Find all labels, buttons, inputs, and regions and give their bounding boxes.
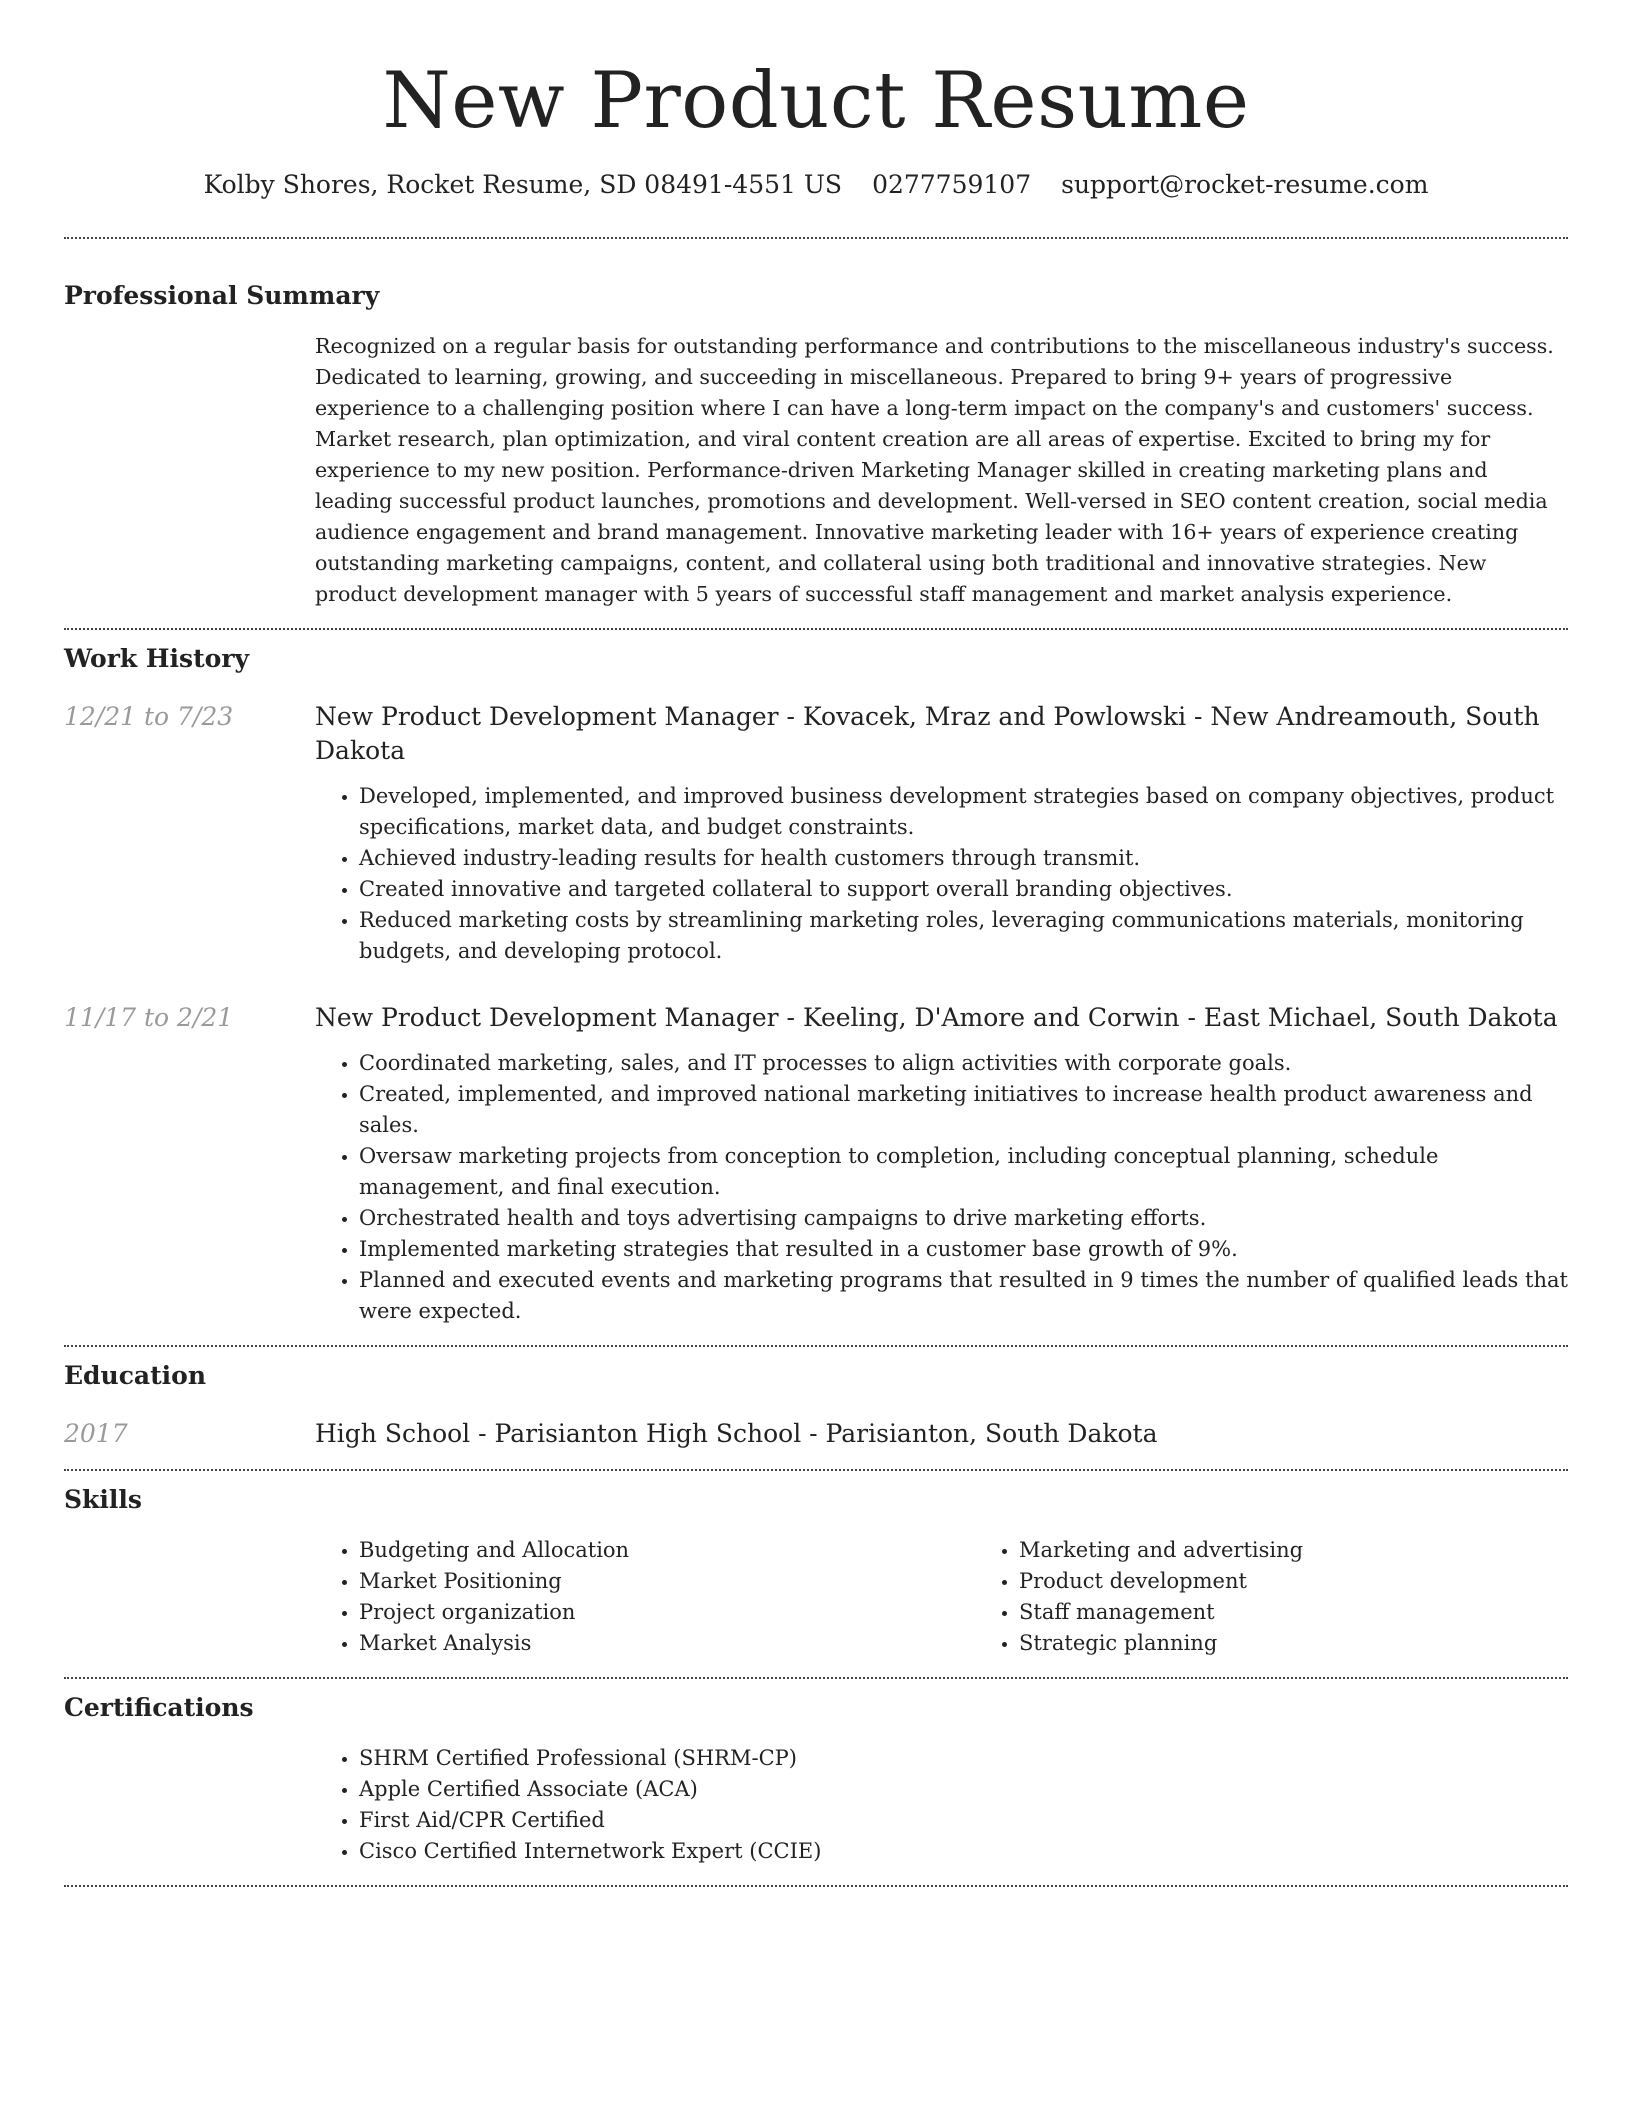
list-item: • Reduced marketing costs by streamlining marketing roles, leveraging communications materials, monitoring budgets, and developing protocol. [359,905,1568,967]
list-item: • Strategic planning [1019,1628,1632,1659]
job-bullets [315,1048,1568,1327]
job-bullets [315,781,1568,967]
contact-address: Kolby Shores, Rocket Resume, SD 08491-4551 US [203,170,843,199]
resume-title: New Product Resume [382,56,1250,146]
divider [64,1469,1568,1471]
certifications-heading: Certifications [64,1693,254,1722]
list-item: • Coordinated marketing, sales, and IT processes to align activities with corporate goals. [359,1048,1568,1079]
list-item: • Planned and executed events and marketing programs that resulted in 9 times the number of qualified leads that were expected. [359,1265,1568,1327]
job-entry [64,1001,1568,1327]
education-date: 2017 [64,1419,128,1448]
list-item: • Staff management [1019,1597,1632,1628]
skills-section [64,1483,1568,1659]
education-heading: Education [64,1361,207,1390]
list-item: • First Aid/CPR Certified [359,1805,1568,1836]
list-item: • Cisco Certified Internetwork Expert (CCIE) [359,1836,1568,1867]
list-item: • Market Analysis [359,1628,975,1659]
list-item: • Implemented marketing strategies that resulted in a customer base growth of 9%. [359,1234,1568,1265]
job-date: 11/17 to 2/21 [64,1003,234,1032]
skills-heading: Skills [64,1485,142,1514]
divider [64,237,1568,239]
list-item: • Apple Certified Associate (ACA) [359,1774,1568,1805]
list-item: • Oversaw marketing projects from conception to completion, including conceptual planning, schedule management, and final execution. [359,1141,1568,1203]
education-title: High School - Parisianton High School - Parisianton, South Dakota [315,1419,1158,1448]
list-item: • Created innovative and targeted collateral to support overall branding objectives. [359,874,1568,905]
list-item: • Achieved industry-leading results for health customers through transmit. [359,843,1568,874]
divider [64,628,1568,630]
work-history-section [64,642,1568,1327]
summary-heading: Professional Summary [64,281,380,310]
summary-section [64,279,1568,610]
list-item: • Orchestrated health and toys advertising campaigns to drive marketing efforts. [359,1203,1568,1234]
list-item: • Developed, implemented, and improved business development strategies based on company objectives, product specifications, market data, and budget constraints. [359,781,1568,843]
job-title: New Product Development Manager - Kovacek, Mraz and Powlowski - New Andreamouth, South Dakota [315,702,1540,765]
divider [64,1345,1568,1347]
work-history-heading: Work History [64,644,250,673]
list-item: • Product development [1019,1566,1632,1597]
skills-column-2 [975,1535,1632,1659]
education-section [64,1359,1568,1451]
job-entry [64,700,1568,967]
summary-text: Recognized on a regular basis for outstanding performance and contributions to the miscellaneous industry's success. Dedicated to learning, growing, and succeeding in miscellaneous. Prepared to bring 9+ years of progressive experience to a challenging position where I can have a long-term impact on the company's and customers' success. Market research, plan optimization, and viral content creation are all areas of expertise. Excited to bring my for experience to my new position. Performance-driven Marketing Manager skilled in creating marketing plans and leading successful product launches, promotions and development. Well-versed in SEO content creation, social media audience engagement and brand management. Innovative marketing leader with 16+ years of experience creating outstanding marketing campaigns, content, and collateral using both traditional and innovative strategies. New product development manager with 5 years of successful staff management and market analysis experience. [315,334,1554,606]
list-item: • Project organization [359,1597,975,1628]
list-item: • Marketing and advertising [1019,1535,1632,1566]
list-item: • SHRM Certified Professional (SHRM-CP) [359,1743,1568,1774]
divider [64,1885,1568,1887]
list-item: • Budgeting and Allocation [359,1535,975,1566]
education-entry [64,1417,1568,1451]
skills-column-1 [315,1535,975,1659]
job-date: 12/21 to 7/23 [64,702,234,731]
list-item: • Created, implemented, and improved national marketing initiatives to increase health product awareness and sales. [359,1079,1568,1141]
skills-list [315,1535,1632,1659]
resume-page [64,0,1568,1887]
contact-email: support@rocket-resume.com [1061,170,1429,199]
certifications-section [64,1691,1568,1867]
job-title: New Product Development Manager - Keeling, D'Amore and Corwin - East Michael, South Dakota [315,1003,1558,1032]
contact-phone: 0277759107 [872,170,1032,199]
contact-line [64,168,1568,202]
list-item: • Market Positioning [359,1566,975,1597]
divider [64,1677,1568,1679]
certifications-list [315,1743,1568,1867]
